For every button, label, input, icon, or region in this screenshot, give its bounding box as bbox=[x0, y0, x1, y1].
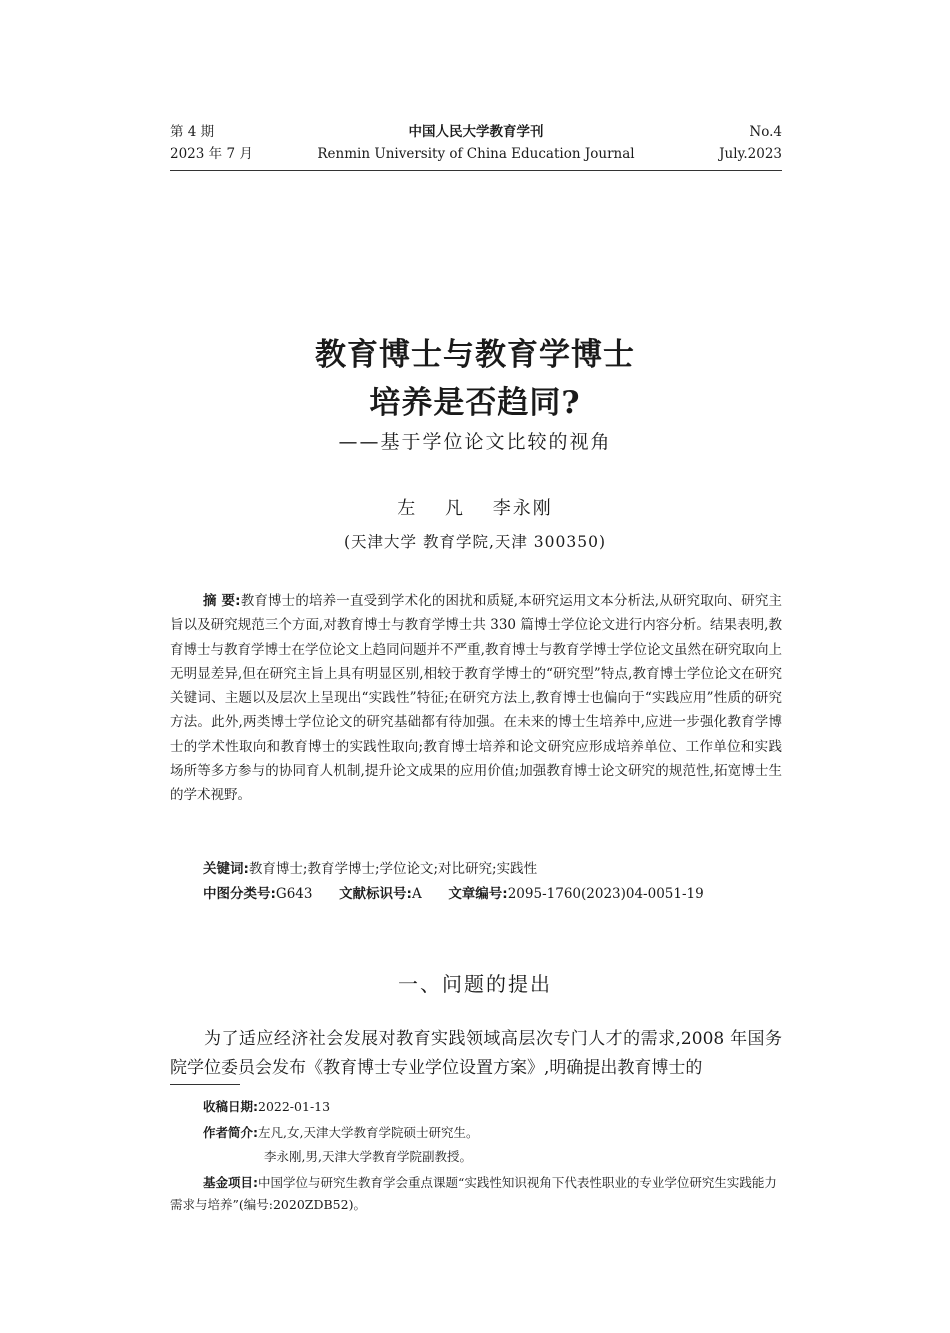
author-value-1: 左凡,女,天津大学教育学院硕士研究生。 bbox=[258, 1125, 479, 1140]
body-paragraph bbox=[170, 1025, 782, 1083]
running-header bbox=[170, 121, 782, 169]
doc-code-value: A bbox=[411, 886, 422, 902]
footnote-author-2 bbox=[264, 1146, 876, 1168]
article-authors: 左 凡 李永刚 bbox=[397, 498, 553, 519]
article-affiliation: (天津大学 教育学院,天津 300350) bbox=[343, 533, 607, 551]
fund-value: 中国学位与研究生教育学会重点课题“实践性知识视角下代表性职业的专业学位研究生实践能力需求与培养”(编号:2020ZDB52)。 bbox=[170, 1175, 777, 1212]
abstract-label: 摘 要: bbox=[203, 593, 241, 609]
clc-value: G643 bbox=[275, 886, 313, 902]
section-heading: 一、问题的提出 bbox=[398, 972, 552, 996]
footnote-author bbox=[203, 1122, 815, 1144]
header-date-cn: 2023 年 7 月 bbox=[170, 146, 253, 162]
header-date-en: July.2023 bbox=[719, 146, 782, 162]
header-journal-cn: 中国人民大学教育学刊 bbox=[408, 124, 544, 140]
article-number-label: 文章编号: bbox=[448, 886, 508, 902]
abstract bbox=[170, 589, 782, 808]
header-rule bbox=[170, 170, 782, 171]
article-title-line2: 培养是否趋同? bbox=[369, 385, 581, 421]
keywords-label: 关键词: bbox=[203, 861, 249, 877]
author-label: 作者简介: bbox=[203, 1125, 258, 1140]
header-issue-en-block bbox=[719, 121, 782, 165]
received-value: 2022-01-13 bbox=[258, 1099, 331, 1114]
clc-label: 中图分类号: bbox=[203, 886, 276, 902]
footnote-received bbox=[203, 1096, 815, 1118]
classification-line bbox=[203, 883, 704, 905]
header-journal-block bbox=[290, 121, 662, 165]
header-issue-en: No.4 bbox=[749, 124, 782, 140]
received-label: 收稿日期: bbox=[203, 1099, 258, 1114]
keywords-text: 教育博士;教育学博士;学位论文;对比研究;实践性 bbox=[248, 861, 538, 877]
author-value-2: 李永刚,男,天津大学教育学院副教授。 bbox=[264, 1149, 472, 1164]
body-paragraph-text: 为了适应经济社会发展对教育实践领域高层次专门人才的需求,2008 年国务院学位委员会发布《教育博士专业学位设置方案》,明确提出教育博士的 bbox=[170, 1029, 782, 1078]
keywords bbox=[203, 858, 537, 880]
article-title-line1: 教育博士与教育学博士 bbox=[315, 337, 635, 373]
fund-label: 基金项目: bbox=[203, 1175, 258, 1190]
article-number-value: 2095-1760(2023)04-0051-19 bbox=[507, 886, 704, 902]
doc-code-label: 文献标识号: bbox=[339, 886, 412, 902]
header-issue-cn-block bbox=[170, 121, 253, 165]
footnote-fund bbox=[170, 1172, 782, 1216]
footnote-rule bbox=[170, 1084, 240, 1085]
abstract-text: 教育博士的培养一直受到学术化的困扰和质疑,本研究运用文本分析法,从研究取向、研究主旨以及研究规范三个方面,对教育博士与教育学博士共 330 篇博士学位论文进行内容分析。结果表明,教育博士与教育学博士在学位论文上趋同问题并不严重,教育博士与教育学博士学位论文虽然在研究取向上无明显差异,但在研究主旨上具有明显区别,相较于教育学博士的“研究型”特点,教育博士学位论文在研究关键词、主题以及层次上呈现出“实践性”特征;在研究方法上,教育博士也偏向于“实践应用”性质的研究方法。此外,两类博士学位论文的研究基础都有待加强。在未来的博士生培养中,应进一步强化教育学博士的学术性取向和教育博士的实践性取向;教育博士培养和论文研究应形成培养单位、工作单位和实践场所等多方参与的协同育人机制,提升论文成果的应用价值;加强教育博士论文研究的规范性,拓宽博士生的学术视野。 bbox=[170, 593, 782, 804]
header-issue-cn: 第 4 期 bbox=[170, 124, 215, 140]
header-journal-en: Renmin University of China Education Journal bbox=[317, 146, 635, 162]
article-subtitle: ——基于学位论文比较的视角 bbox=[338, 431, 612, 453]
